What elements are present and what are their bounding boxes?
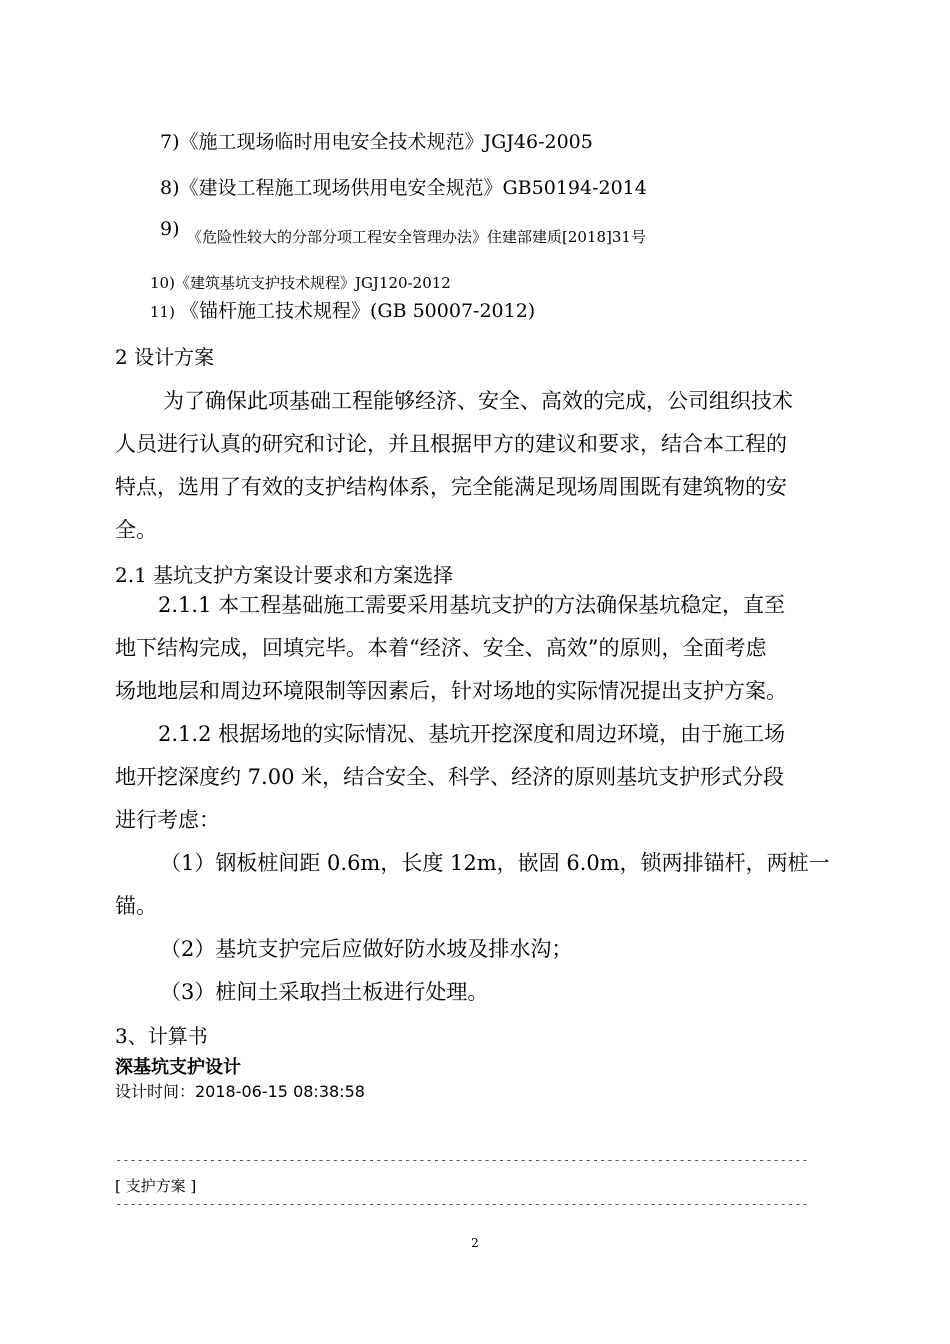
- page-number: 2: [471, 1236, 479, 1250]
- section-heading-2: 2 设计方案: [115, 345, 215, 369]
- paragraph-line: 人员进行认真的研究和讨论，并且根据甲方的建议和要求，结合本工程的: [115, 432, 787, 456]
- reference-item-7: 7)《施工现场临时用电安全技术规范》JGJ46-2005: [160, 131, 593, 153]
- reference-item-8: 8)《建设工程施工现场供用电安全规范》GB50194-2014: [160, 177, 647, 199]
- list-item-3: （3）桩间土采取挡土板进行处理。: [160, 980, 489, 1004]
- list-item-1-continued: 锚。: [115, 894, 157, 918]
- paragraph-line: 特点，选用了有效的支护结构体系，完全能满足现场周围既有建筑物的安: [115, 475, 787, 499]
- reference-item-10: 10)《建筑基坑支护技术规程》JGJ120-2012: [150, 274, 451, 292]
- paragraph-line: 地开挖深度约 7.00 米，结合安全、科学、经济的原则基坑支护形式分段: [115, 765, 785, 789]
- paragraph-line: 地下结构完成，回填完毕。本着“经济、安全、高效”的原则，全面考虑: [115, 636, 767, 660]
- list-item-2: （2）基坑支护完后应做好防水坡及排水沟；: [160, 937, 573, 961]
- reference-item-11-number: 11): [150, 303, 175, 321]
- paragraph-line: 场地地层和周边环境限制等因素后，针对场地的实际情况提出支护方案。: [115, 679, 787, 703]
- reference-item-9: 《危险性较大的分部分项工程安全管理办法》住建部建质[2018]31号: [187, 228, 646, 246]
- paragraph-line: 全。: [115, 518, 157, 542]
- calc-title: 深基坑支护设计: [115, 1057, 241, 1078]
- reference-item-11: 《锚杆施工技术规程》(GB 50007-2012): [180, 300, 536, 322]
- reference-item-9-number: 9): [160, 218, 180, 240]
- paragraph-line: 2.1.2 根据场地的实际情况、基坑开挖深度和周边环境，由于施工场: [158, 722, 786, 746]
- divider-line-bottom: ------------------------------------------------------------------------------------------------: [115, 1197, 809, 1211]
- section-heading-2-1: 2.1 基坑支护方案设计要求和方案选择: [115, 563, 454, 587]
- paragraph-line: 为了确保此项基础工程能够经济、安全、高效的完成，公司组织技术: [163, 389, 793, 413]
- section-heading-3: 3、计算书: [115, 1024, 208, 1048]
- paragraph-line: 进行考虑：: [115, 808, 220, 832]
- paragraph-line: 2.1.1 本工程基础施工需要采用基坑支护的方法确保基坑稳定，直至: [158, 593, 786, 617]
- list-item-1: （1）钢板桩间距 0.6m，长度 12m，嵌固 6.0m，锁两排锚杆，两桩一: [160, 851, 830, 875]
- scheme-label: [ 支护方案 ]: [115, 1177, 197, 1195]
- divider-line-top: ------------------------------------------------------------------------------------------------: [115, 1153, 809, 1167]
- calc-time: 设计时间：2018-06-15 08:38:58: [115, 1082, 365, 1101]
